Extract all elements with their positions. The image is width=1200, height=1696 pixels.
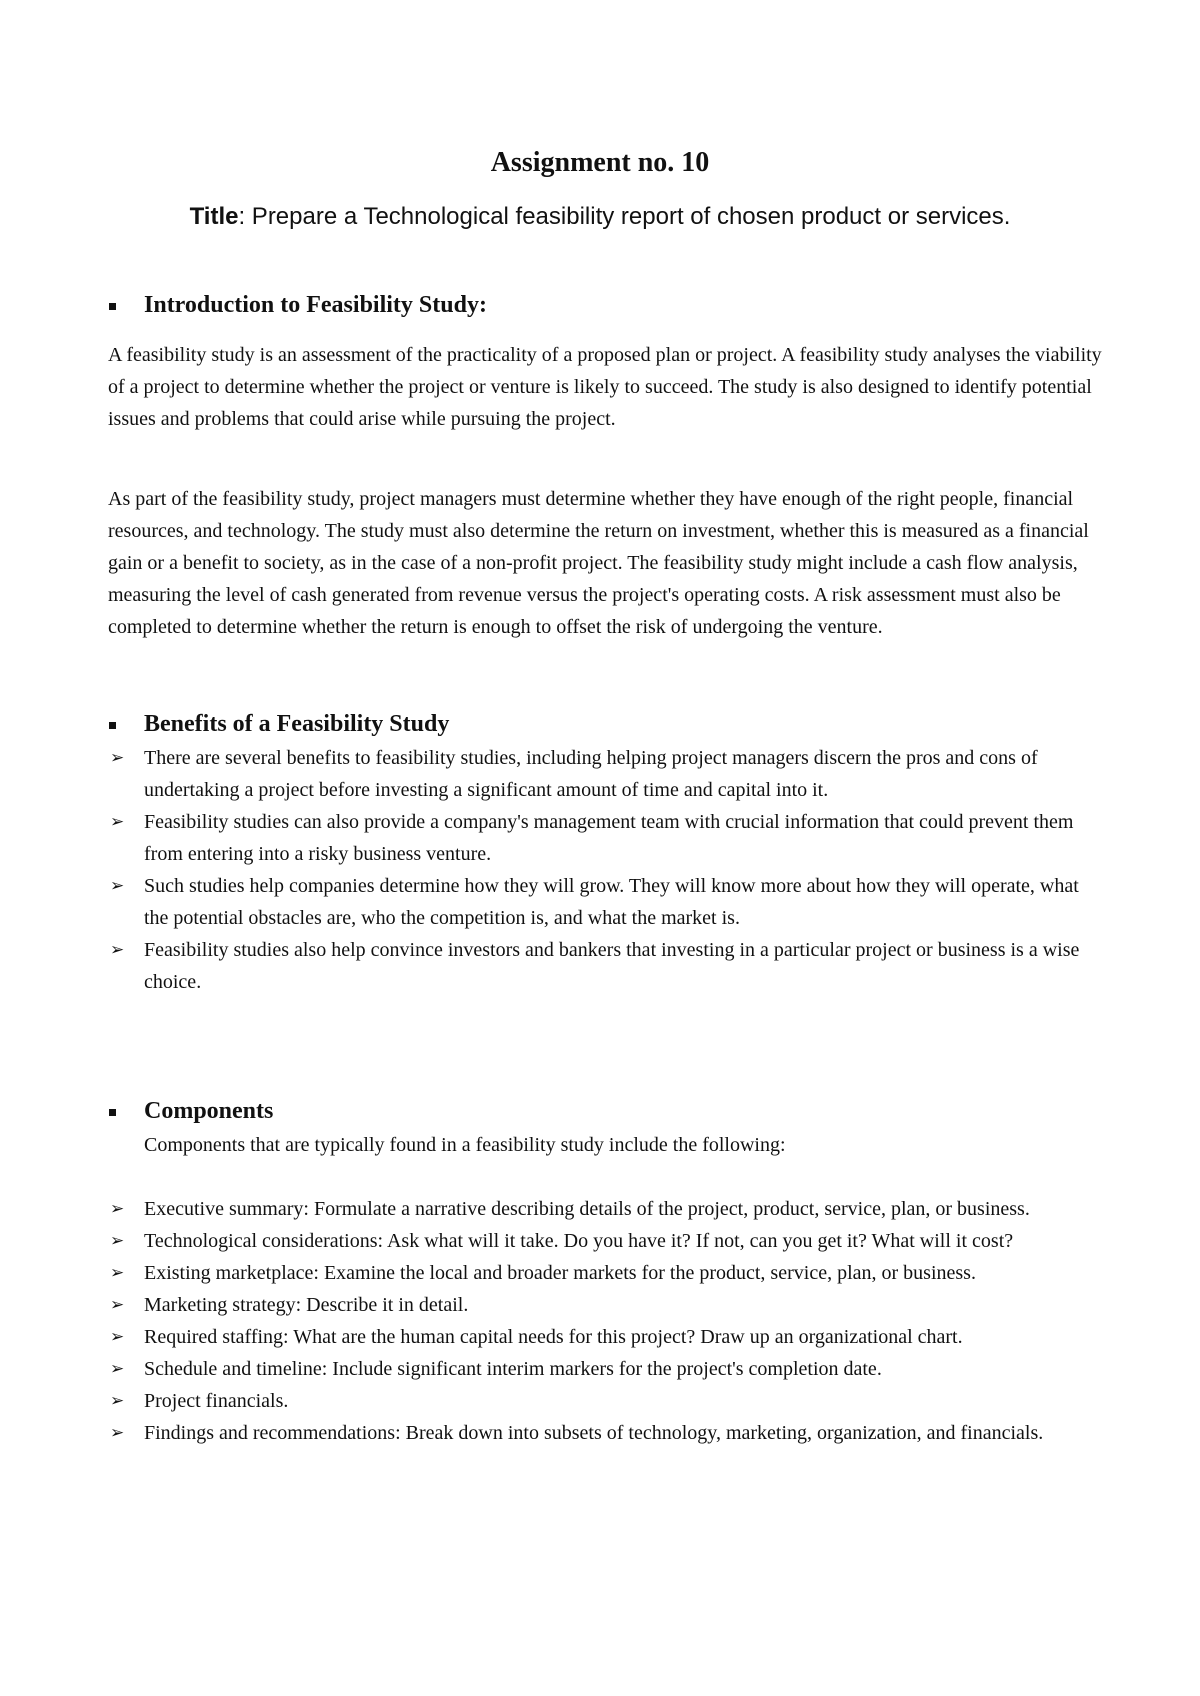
list-item: ➢ Schedule and timeline: Include significant interim markers for the project's completion date. <box>108 1353 1104 1385</box>
page-title: Assignment no. 10 <box>490 147 710 178</box>
arrow-bullet-icon: ➢ <box>110 1263 125 1283</box>
list-item: ➢ Project financials. <box>108 1385 1104 1417</box>
intro-paragraph-1: A feasibility study is an assessment of the practicality of a proposed plan or project. A feasibility study analyses the viability of a project to determine whether the project or venture is likely to succeed. The study is also designed to identify potential issues and problems that could arise while pursuing the project. <box>108 344 1102 430</box>
arrow-bullet-icon: ➢ <box>110 1423 125 1443</box>
list-item: ➢ There are several benefits to feasibility studies, including helping project managers discern the pros and cons of undertaking a project before investing a significant amount of time and capital into it. <box>108 742 1104 806</box>
arrow-bullet-icon: ➢ <box>110 1231 125 1251</box>
arrow-bullet-icon: ➢ <box>110 1199 125 1219</box>
list-item: ➢ Feasibility studies can also provide a company's management team with crucial information that could prevent them from entering into a risky business venture. <box>108 806 1104 870</box>
list-item: ➢ Required staffing: What are the human capital needs for this project? Draw up an organizational chart. <box>108 1321 1104 1353</box>
square-bullet-icon <box>109 722 116 729</box>
square-bullet-icon <box>109 303 116 310</box>
intro-paragraph-2: As part of the feasibility study, project managers must determine whether they have enough of the right people, financial resources, and technology. The study must also determine the return on investment, whether this is measured as a financial gain or a benefit to society, as in the case of a non-profit project. The feasibility study might include a cash flow analysis, measuring the level of cash generated from revenue versus the project's operating costs. A risk assessment must also be completed to determine whether the return is enough to offset the risk of undergoing the venture. <box>108 488 1089 638</box>
arrow-bullet-icon: ➢ <box>110 1295 125 1315</box>
components-intro: Components that are typically found in a feasibility study include the following: <box>144 1134 786 1156</box>
arrow-bullet-icon: ➢ <box>110 1359 125 1379</box>
list-item: ➢ Feasibility studies also help convince investors and bankers that investing in a particular project or business is a wise choice. <box>108 934 1104 998</box>
page-subtitle <box>0 202 1200 232</box>
arrow-bullet-icon: ➢ <box>110 940 125 960</box>
list-item: ➢ Findings and recommendations: Break down into subsets of technology, marketing, organization, and financials. <box>108 1417 1104 1449</box>
arrow-bullet-icon: ➢ <box>110 1327 125 1347</box>
list-item: ➢ Existing marketplace: Examine the local and broader markets for the product, service, plan, or business. <box>108 1257 1104 1289</box>
arrow-bullet-icon: ➢ <box>110 876 125 896</box>
list-item: ➢ Marketing strategy: Describe it in detail. <box>108 1289 1104 1321</box>
list-item: ➢ Such studies help companies determine how they will grow. They will know more about how they will operate, what the potential obstacles are, who the competition is, and what the market is. <box>108 870 1104 934</box>
square-bullet-icon <box>109 1109 116 1116</box>
list-item: ➢ Technological considerations: Ask what will it take. Do you have it? If not, can you get it? What will it cost? <box>108 1225 1104 1257</box>
document-page: Assignment no. 10 Title: Prepare a Technological feasibility report of chosen product or services. Introduction to Feasibility Study: A feasibility study is an assessment of the practicality of a proposed plan or project. A feasibility study analyses the viability of a project to determine whether the project or venture is likely to succeed. The study is also designed to identify potential issues and problems that could arise while pursuing the project. As part of the feasibility study, project managers must determine whether they have enough of the right people, financial resources, and technology. The study must also determine the return on investment, whether this is measured as a financial gain or a benefit to society, as in the case of a non-profit project. The feasibility study might include a cash flow analysis, measuring the level of cash generated from revenue versus the project's operating costs. A risk assessment must also be completed to determine whether the return is enough to offset the risk of undergoing the venture. Benefits of a Feasibility Study ➢ There are several benefits to feasibility studies, including helping project managers discern the pros and cons of undertaking a project before investing a significant amount of time and capital into it. ➢ Feasibility studies can also provide a company's management team with crucial information that could prevent them from entering into a risky business venture. ➢ Such studies help companies determine how they will grow. They will know more about how they will operate, what the potential obstacles are, who the competition is, and what the market is. ➢ Feasibility studies also help convince investors and bankers that investing in a particular project or business is a wise choice. Components Components that are typically found in a feasibility study include the following: ➢ Executive summary: Formulate a narrative describing details of the project, product, service, plan, or business. ➢ Technological considerations: Ask what will it take. Do you have it? If not, can you get it? What will it cost? ➢ Existing marketplace: Examine the local and broader markets for the product, service, plan, or business. ➢ Marketing strategy: Describe it in detail. ➢ Required staffing: What are the human capital needs for this project? Draw up an organizational chart. ➢ Schedule and timeline: Include significant interim markers for the project's completion date. ➢ Project financials. ➢ Findings and recommendations: Break down into subsets of technology, marketing, organization, and financials. <box>0 0 1200 1696</box>
list-item: ➢ Executive summary: Formulate a narrative describing details of the project, product, service, plan, or business. <box>108 1193 1104 1225</box>
arrow-bullet-icon: ➢ <box>110 748 125 768</box>
arrow-bullet-icon: ➢ <box>110 812 125 832</box>
subtitle-text: : Prepare a Technological feasibility report of chosen product or services. <box>238 203 1011 230</box>
arrow-bullet-icon: ➢ <box>110 1391 125 1411</box>
components-list <box>108 1193 1104 1449</box>
subtitle-label: Title <box>189 203 239 230</box>
benefits-list <box>108 742 1104 998</box>
